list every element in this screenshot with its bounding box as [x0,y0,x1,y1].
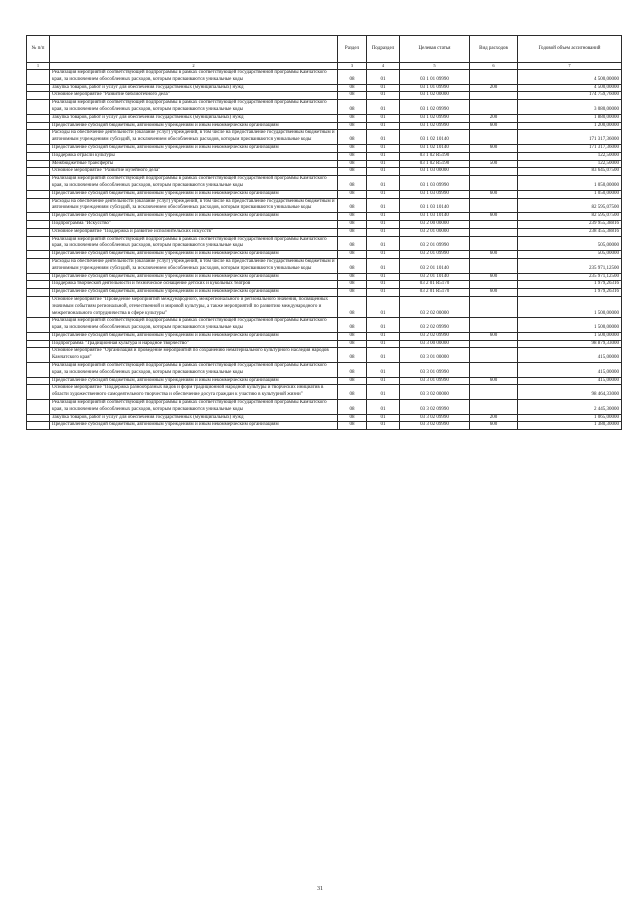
cell-vid: 600 [470,251,518,259]
cell-vid [470,92,518,100]
cell-vid: 600 [470,213,518,221]
table-row [27,228,622,236]
cell-target: 03 1 03 10140 [400,213,470,221]
cell-target: 03 2 01 09990 [400,236,470,251]
cell-target: 03 3 01 00000 [400,348,470,363]
col-header-target: Целевая статья [400,36,470,63]
col-header-num: № п/п [27,36,50,63]
table-row [27,258,622,273]
cell-vid: 600 [470,273,518,281]
cell-name: Закупка товаров, работ и услуг для обеспечения государственных (муниципальных) нужд [50,114,338,122]
cell-amount: 1 880,00000 [518,114,622,122]
cell-razdel: 08 [338,114,367,122]
cell-num [27,385,50,400]
cell-amount: 4 500,00000 [518,84,622,92]
cell-razdel: 08 [338,377,367,385]
cell-amount: 415,00000 [518,348,622,363]
cell-podrazdel: 01 [367,251,400,259]
cell-num [27,422,50,430]
cell-podrazdel: 01 [367,236,400,251]
cell-razdel: 08 [338,236,367,251]
cell-num [27,251,50,259]
column-number-row [27,63,622,70]
cell-target: 03 1 02 R5190 [400,160,470,168]
cell-podrazdel: 01 [367,168,400,176]
cell-podrazdel: 01 [367,176,400,191]
cell-podrazdel: 01 [367,198,400,213]
cell-amount: 122,50000 [518,160,622,168]
cell-num [27,92,50,100]
cell-vid: 500 [470,160,518,168]
cell-num [27,236,50,251]
cell-vid [470,70,518,85]
table-row [27,296,622,317]
cell-vid: 200 [470,414,518,422]
table-row [27,168,622,176]
cell-vid: 200 [470,84,518,92]
col-number: 5 [400,63,470,70]
table-row [27,385,622,400]
table-row [27,318,622,333]
cell-num [27,198,50,213]
cell-amount: 415,00000 [518,363,622,378]
cell-amount: 174 759,76000 [518,92,622,100]
cell-name: Поддержка творческой деятельности и техническое оснащение детских и кукольных театров [50,281,338,289]
cell-amount: 1 500,00000 [518,296,622,317]
cell-name: Предоставление субсидий бюджетным, автономным учреждениям и иным некоммерческим организациям [50,144,338,152]
cell-name: Межбюджетные трансферты [50,160,338,168]
cell-target: 03 1 03 10140 [400,198,470,213]
cell-razdel: 08 [338,348,367,363]
cell-vid [470,340,518,348]
cell-razdel: 08 [338,130,367,145]
cell-vid [470,198,518,213]
cell-razdel: 08 [338,273,367,281]
table-row [27,160,622,168]
cell-target: 03 1 03 09990 [400,190,470,198]
cell-razdel: 08 [338,332,367,340]
cell-amount: 171 317,36000 [518,144,622,152]
cell-razdel: 08 [338,84,367,92]
cell-amount: 505,00000 [518,236,622,251]
cell-target: 03 3 02 00000 [400,385,470,400]
cell-podrazdel: 01 [367,220,400,228]
cell-amount: 98 879,33000 [518,340,622,348]
cell-razdel: 08 [338,422,367,430]
cell-name: Предоставление субсидий бюджетным, автономным учреждениям и иным некоммерческим организациям [50,190,338,198]
cell-num [27,318,50,333]
col-number: 7 [518,63,622,70]
cell-name: Расходы на обеспечение деятельности (оказание услуг) учреждений, в том числе на предоставление государственным бюджетным и автономным учреждениям субсидий, за исключением обособленных расходов, которым присваиваются уникальные коды [50,198,338,213]
cell-razdel: 08 [338,228,367,236]
cell-target: 03 1 02 09990 [400,114,470,122]
cell-name: Реализация мероприятий соответствующей подпрограммы в рамках соответствующей государственной программы Камчатского края, за исключением обособленных расходов, которым присваиваются уникальные коды [50,400,338,415]
cell-razdel: 08 [338,176,367,191]
cell-vid [470,152,518,160]
cell-vid [470,228,518,236]
cell-num [27,363,50,378]
cell-podrazdel: 01 [367,363,400,378]
table-row [27,122,622,130]
cell-vid [470,258,518,273]
col-number: 4 [367,63,400,70]
table-row [27,84,622,92]
cell-razdel: 08 [338,198,367,213]
cell-name: Основное мероприятие "Проведение мероприятий международного, межрегионального и регионального значения, посвященных значимым событиям региональной, отечественной и мировой культуры, а также мероприятий по развитию международного и межрегионального сотрудничества в сфере культуры" [50,296,338,317]
cell-amount: 1 200,00000 [518,122,622,130]
table-row [27,70,622,85]
table-row [27,114,622,122]
cell-num [27,400,50,415]
cell-num [27,190,50,198]
cell-vid: 600 [470,122,518,130]
cell-name: Основное мероприятие "Развитие библиотечного дела" [50,92,338,100]
cell-amount: 171 317,36000 [518,130,622,145]
col-header-razdel: Раздел [338,36,367,63]
cell-name: Закупка товаров, работ и услуг для обеспечения государственных (муниципальных) нужд [50,84,338,92]
table-row [27,144,622,152]
cell-name: Реализация мероприятий соответствующей подпрограммы в рамках соответствующей государственной программы Камчатского края, за исключением обособленных расходов, которым присваиваются уникальные коды [50,176,338,191]
cell-name: Основное мероприятие "Поддержка разнообразных видов и форм традиционной народной культуры и творческих инициатив в области художественного самодеятельного творчества и обеспечение досуга граждан к участию в культурной жизни" [50,385,338,400]
cell-razdel: 08 [338,152,367,160]
cell-vid [470,236,518,251]
cell-razdel: 08 [338,289,367,297]
cell-target: 03 2 02 00000 [400,296,470,317]
cell-podrazdel: 01 [367,289,400,297]
cell-num [27,168,50,176]
cell-amount: 1 979,26316 [518,289,622,297]
cell-vid: 600 [470,289,518,297]
cell-podrazdel: 01 [367,414,400,422]
cell-razdel: 08 [338,160,367,168]
cell-amount: 235 971,12500 [518,258,622,273]
cell-podrazdel: 01 [367,296,400,317]
page-number: 31 [317,886,323,892]
cell-podrazdel: 01 [367,332,400,340]
cell-razdel: 08 [338,122,367,130]
cell-podrazdel: 01 [367,228,400,236]
cell-target: 03 2 00 00000 [400,220,470,228]
cell-amount: 98 464,33000 [518,385,622,400]
table-body [27,70,622,430]
cell-podrazdel: 01 [367,92,400,100]
cell-vid [470,176,518,191]
cell-target: 03 2 01 00000 [400,228,470,236]
cell-name: Основное мероприятие "Развитие музейного дела" [50,168,338,176]
cell-target: 03 1 02 09990 [400,122,470,130]
cell-podrazdel: 01 [367,281,400,289]
cell-target: 03 1 01 09990 [400,70,470,85]
cell-name: Подпрограмма "Искусство" [50,220,338,228]
cell-vid: 600 [470,377,518,385]
cell-razdel: 08 [338,258,367,273]
cell-target: 03 3 02 09990 [400,414,470,422]
col-header-podrazdel: Подраздел [367,36,400,63]
cell-num [27,348,50,363]
cell-podrazdel: 01 [367,114,400,122]
cell-target: 03 1 02 10140 [400,130,470,145]
col-number: 3 [338,63,367,70]
cell-amount: 239 955,38816 [518,220,622,228]
cell-target: 03 3 02 09990 [400,422,470,430]
col-header-vid: Вид расходов [470,36,518,63]
cell-podrazdel: 01 [367,273,400,281]
budget-table [26,35,622,430]
cell-num [27,258,50,273]
table-row [27,340,622,348]
cell-num [27,84,50,92]
table-row [27,190,622,198]
cell-podrazdel: 01 [367,422,400,430]
cell-name: Предоставление субсидий бюджетным, автономным учреждениям и иным некоммерческим организациям [50,122,338,130]
cell-num [27,100,50,115]
cell-amount: 1 050,00000 [518,190,622,198]
cell-razdel: 08 [338,318,367,333]
cell-amount: 1 500,00000 [518,318,622,333]
table-row [27,100,622,115]
cell-razdel: 08 [338,70,367,85]
cell-razdel: 08 [338,281,367,289]
cell-vid [470,130,518,145]
col-header-name [50,36,338,63]
cell-name: Реализация мероприятий соответствующей подпрограммы в рамках соответствующей государственной программы Камчатского края, за исключением обособленных расходов, которым присваиваются уникальные коды [50,363,338,378]
cell-podrazdel: 01 [367,400,400,415]
table-row [27,152,622,160]
cell-name: Основное мероприятие "Поддержка и развитие исполнительских искусств" [50,228,338,236]
cell-vid: 600 [470,190,518,198]
cell-amount: 82 595,07500 [518,198,622,213]
cell-razdel: 08 [338,213,367,221]
cell-vid [470,296,518,317]
cell-vid: 200 [470,114,518,122]
header-row [27,36,622,63]
cell-name: Реализация мероприятий соответствующей подпрограммы в рамках соответствующей государственной программы Камчатского края, за исключением обособленных расходов, которым присваиваются уникальные коды [50,236,338,251]
cell-target: 03 3 00 00000 [400,340,470,348]
table-row [27,220,622,228]
cell-num [27,414,50,422]
cell-amount: 505,00000 [518,251,622,259]
cell-razdel: 08 [338,400,367,415]
cell-target: 03 2 02 09990 [400,318,470,333]
cell-razdel: 08 [338,340,367,348]
cell-name: Предоставление субсидий бюджетным, автономным учреждениям и иным некоммерческим организациям [50,273,338,281]
cell-vid [470,385,518,400]
cell-name: Предоставление субсидий бюджетным, автономным учреждениям и иным некоммерческим организациям [50,289,338,297]
cell-podrazdel: 01 [367,130,400,145]
cell-amount: 1 380,30000 [518,422,622,430]
cell-podrazdel: 01 [367,122,400,130]
col-number: 1 [27,63,50,70]
cell-num [27,273,50,281]
cell-name: Подпрограмма "Традиционная культура и народное творчество" [50,340,338,348]
col-number: 2 [50,63,338,70]
cell-target: 03 2 01 R5170 [400,289,470,297]
table-row [27,400,622,415]
cell-target: 03 1 03 09990 [400,176,470,191]
cell-vid [470,168,518,176]
cell-amount: 238 455,38816 [518,228,622,236]
cell-amount: 415,00000 [518,377,622,385]
cell-name: Реализация мероприятий соответствующей подпрограммы в рамках соответствующей государственной программы Камчатского края, за исключением обособленных расходов, которым присваиваются уникальные коды [50,70,338,85]
cell-amount: 3 080,00000 [518,100,622,115]
table-row [27,281,622,289]
cell-target: 03 1 03 00000 [400,168,470,176]
cell-target: 03 3 02 09990 [400,400,470,415]
cell-target: 03 2 01 10140 [400,258,470,273]
cell-podrazdel: 01 [367,190,400,198]
cell-target: 03 1 01 09990 [400,84,470,92]
cell-num [27,130,50,145]
table-row [27,377,622,385]
cell-name: Закупка товаров, работ и услуг для обеспечения государственных (муниципальных) нужд [50,414,338,422]
cell-name: Основное мероприятие "Организация и проведение мероприятий по сохранению нематериального культурного наследия народов Камчатского края" [50,348,338,363]
cell-num [27,114,50,122]
cell-name: Расходы на обеспечение деятельности (оказание услуг) учреждений, в том числе на предоставление государственным бюджетным и автономным учреждениям субсидий, за исключением обособленных расходов, которым присваиваются уникальные коды [50,130,338,145]
cell-razdel: 08 [338,251,367,259]
table-row [27,213,622,221]
cell-vid [470,318,518,333]
cell-num [27,281,50,289]
cell-num [27,176,50,191]
cell-podrazdel: 01 [367,377,400,385]
cell-num [27,332,50,340]
col-number: 6 [470,63,518,70]
cell-name: Реализация мероприятий соответствующей подпрограммы в рамках соответствующей государственной программы Камчатского края, за исключением обособленных расходов, которым присваиваются уникальные коды [50,100,338,115]
cell-target: 03 1 02 09990 [400,100,470,115]
cell-num [27,213,50,221]
cell-vid: 600 [470,332,518,340]
cell-razdel: 08 [338,363,367,378]
cell-razdel: 08 [338,100,367,115]
cell-podrazdel: 01 [367,84,400,92]
cell-podrazdel: 01 [367,258,400,273]
cell-vid: 600 [470,422,518,430]
cell-num [27,144,50,152]
cell-podrazdel: 01 [367,144,400,152]
cell-razdel: 08 [338,296,367,317]
table-row [27,414,622,422]
cell-razdel: 08 [338,385,367,400]
cell-vid: 600 [470,144,518,152]
table-row [27,273,622,281]
cell-num [27,228,50,236]
cell-podrazdel: 01 [367,160,400,168]
table-row [27,130,622,145]
col-header-total: Годовой объем ассигнований [518,36,622,63]
cell-name: Поддержка отрасли культуры [50,152,338,160]
table-row [27,348,622,363]
cell-target: 03 3 01 09990 [400,363,470,378]
cell-podrazdel: 01 [367,70,400,85]
cell-name: Предоставление субсидий бюджетным, автономным учреждениям и иным некоммерческим организациям [50,332,338,340]
cell-razdel: 08 [338,168,367,176]
table-row [27,422,622,430]
cell-podrazdel: 01 [367,213,400,221]
cell-name: Расходы на обеспечение деятельности (оказание услуг) учреждений, в том числе на предоставление государственным бюджетным и автономным учреждениям субсидий, за исключением обособленных расходов, которым присваиваются уникальные коды [50,258,338,273]
cell-target: 03 1 02 00000 [400,92,470,100]
cell-amount: 1 500,00000 [518,332,622,340]
cell-target: 03 2 01 09990 [400,251,470,259]
table-row [27,92,622,100]
cell-razdel: 08 [338,92,367,100]
cell-num [27,289,50,297]
table-row [27,176,622,191]
cell-vid [470,100,518,115]
table-row [27,332,622,340]
table-row [27,236,622,251]
table-row [27,289,622,297]
table-row [27,251,622,259]
table-row [27,198,622,213]
cell-num [27,160,50,168]
cell-num [27,377,50,385]
cell-name: Предоставление субсидий бюджетным, автономным учреждениям и иным некоммерческим организациям [50,377,338,385]
cell-vid [470,348,518,363]
cell-num [27,122,50,130]
cell-target: 03 1 02 10140 [400,144,470,152]
cell-num [27,340,50,348]
cell-amount: 122,50000 [518,152,622,160]
cell-num [27,296,50,317]
cell-vid [470,220,518,228]
cell-amount: 83 645,07500 [518,168,622,176]
cell-num [27,152,50,160]
cell-target: 03 1 02 R5190 [400,152,470,160]
cell-amount: 82 595,07500 [518,213,622,221]
cell-amount: 4 500,00000 [518,70,622,85]
cell-podrazdel: 01 [367,385,400,400]
cell-name: Предоставление субсидий бюджетным, автономным учреждениям и иным некоммерческим организациям [50,422,338,430]
cell-num [27,70,50,85]
cell-podrazdel: 01 [367,152,400,160]
cell-name: Реализация мероприятий соответствующей подпрограммы в рамках соответствующей государственной программы Камчатского края, за исключением обособленных расходов, которым присваиваются уникальные коды [50,318,338,333]
cell-amount: 1 065,00000 [518,414,622,422]
cell-razdel: 08 [338,144,367,152]
cell-target: 03 2 02 09990 [400,332,470,340]
cell-amount: 235 971,12500 [518,273,622,281]
cell-target: 03 2 01 R5170 [400,281,470,289]
cell-razdel: 08 [338,220,367,228]
cell-vid [470,400,518,415]
cell-podrazdel: 01 [367,348,400,363]
cell-target: 03 2 01 10140 [400,273,470,281]
table-row [27,363,622,378]
cell-podrazdel: 01 [367,340,400,348]
cell-podrazdel: 01 [367,100,400,115]
cell-amount: 1 050,00000 [518,176,622,191]
cell-vid [470,281,518,289]
cell-target: 03 3 01 09990 [400,377,470,385]
cell-amount: 1 979,26316 [518,281,622,289]
cell-razdel: 08 [338,190,367,198]
cell-amount: 2 445,30000 [518,400,622,415]
cell-vid [470,363,518,378]
cell-name: Предоставление субсидий бюджетным, автономным учреждениям и иным некоммерческим организациям [50,251,338,259]
cell-podrazdel: 01 [367,318,400,333]
cell-name: Предоставление субсидий бюджетным, автономным учреждениям и иным некоммерческим организациям [50,213,338,221]
cell-razdel: 08 [338,414,367,422]
cell-num [27,220,50,228]
